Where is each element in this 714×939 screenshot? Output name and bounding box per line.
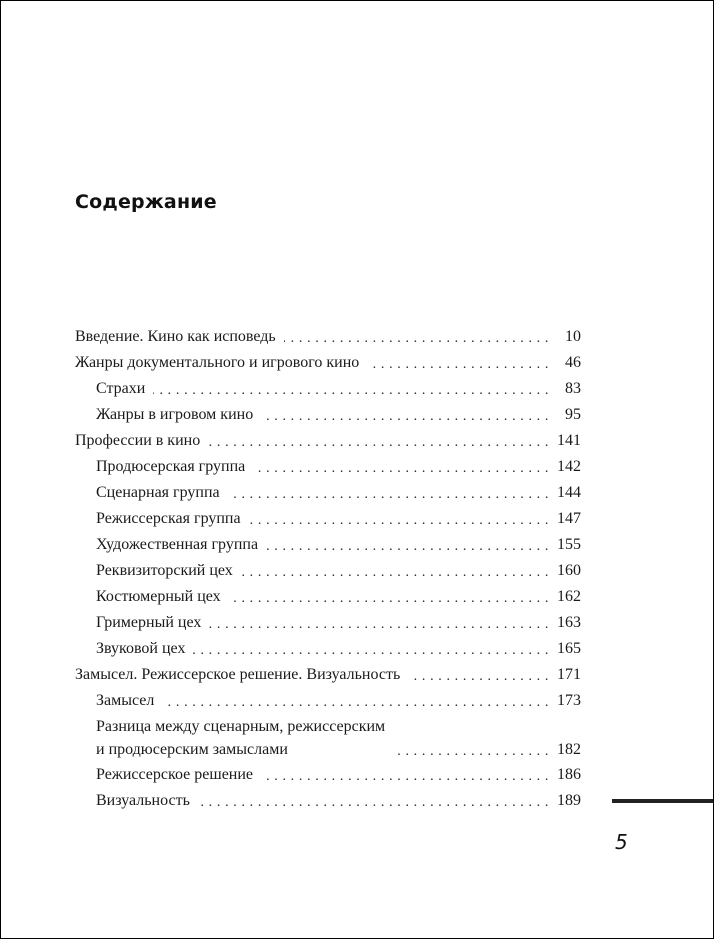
toc-entry-title: Визуальность <box>96 792 190 809</box>
toc-entry-page: 155 <box>557 536 581 553</box>
toc-entry-page: 165 <box>557 640 581 657</box>
toc-entry[interactable] <box>75 762 581 788</box>
toc-entry-title: Звуковой цех <box>96 640 186 657</box>
dot-leader <box>208 434 549 454</box>
toc-entry-title: Продюсерская группа <box>96 458 246 475</box>
toc-entry-title-block <box>96 715 385 761</box>
dot-leader <box>229 590 549 610</box>
toc-entry-title: Жанры в игровом кино <box>96 406 254 423</box>
toc-entry-title: Жанры документального и игрового кино <box>75 354 360 371</box>
toc-entry[interactable] <box>75 662 581 688</box>
toc-entry-title: Гримерный цех <box>96 614 202 631</box>
dot-leader <box>393 741 549 761</box>
toc-entry[interactable] <box>75 558 581 584</box>
toc-entry-page: 95 <box>565 406 581 423</box>
toc-entry[interactable] <box>75 324 581 350</box>
margin-rule <box>612 799 713 803</box>
toc-entry[interactable] <box>75 788 581 814</box>
toc-entry-page: 142 <box>557 458 581 475</box>
dot-leader <box>284 330 549 350</box>
toc-entry[interactable] <box>75 376 581 402</box>
dot-leader <box>408 668 549 688</box>
toc-entry-title: Режиссерское решение <box>96 766 254 783</box>
toc-entry[interactable] <box>75 506 581 532</box>
toc-entry-page: 163 <box>557 614 581 631</box>
dot-leader <box>162 694 549 714</box>
toc-entry-page: 162 <box>557 588 581 605</box>
dot-leader <box>266 538 549 558</box>
toc-entry[interactable] <box>75 714 581 762</box>
dot-leader <box>261 768 549 788</box>
toc-entry-title: Замысел <box>96 692 155 709</box>
dot-leader <box>241 564 549 584</box>
dot-leader <box>261 408 549 428</box>
toc-entry[interactable] <box>75 480 581 506</box>
toc-entry-page: 173 <box>557 692 581 709</box>
toc-entry-page: 141 <box>557 432 581 449</box>
toc-entry-title: Сценарная группа <box>96 484 220 501</box>
toc-entry[interactable] <box>75 584 581 610</box>
toc-entry-title: Страхи <box>96 380 146 397</box>
dot-leader <box>193 642 549 662</box>
toc-entry[interactable] <box>75 402 581 428</box>
dot-leader <box>153 382 549 402</box>
toc-entry-title-line2: и продюсерским замыслами <box>96 741 288 758</box>
toc-entry-page: 10 <box>565 328 581 345</box>
toc-entry[interactable] <box>75 428 581 454</box>
toc-entry[interactable] <box>75 454 581 480</box>
toc-entry-title: Костюмерный цех <box>96 588 221 605</box>
toc-entry-title: Режиссерская группа <box>96 510 241 527</box>
toc-entry-page: 186 <box>557 766 581 783</box>
toc-entry-page: 46 <box>565 354 581 371</box>
toc-entry[interactable] <box>75 350 581 376</box>
dot-leader <box>209 616 549 636</box>
toc-entry[interactable] <box>75 636 581 662</box>
dot-leader <box>253 460 549 480</box>
toc-entry-page: 147 <box>557 510 581 527</box>
dot-leader <box>367 356 549 376</box>
toc-entry-page: 160 <box>557 562 581 579</box>
toc-entry[interactable] <box>75 688 581 714</box>
page-title: Содержание <box>75 191 217 213</box>
toc-entry-title: Реквизиторский цех <box>96 562 233 579</box>
toc-entry-page: 182 <box>557 741 581 758</box>
toc-entry-page: 171 <box>557 666 581 683</box>
table-of-contents <box>75 324 581 814</box>
page-number: 5 <box>615 830 628 854</box>
dot-leader <box>249 512 549 532</box>
toc-entry-title: Замысел. Режиссерское решение. Визуальность <box>75 666 401 683</box>
dot-leader <box>198 794 549 814</box>
toc-entry-title: Профессии в кино <box>75 432 201 449</box>
toc-entry-title: Разница между сценарным, режиссерским <box>96 718 386 735</box>
toc-entry[interactable] <box>75 532 581 558</box>
dot-leader <box>228 486 549 506</box>
toc-entry-page: 83 <box>565 380 581 397</box>
toc-entry-title: Художественная группа <box>96 536 259 553</box>
toc-entry-page: 189 <box>557 792 581 809</box>
toc-entry[interactable] <box>75 610 581 636</box>
toc-entry-page: 144 <box>557 484 581 501</box>
toc-entry-title: Введение. Кино как исповедь <box>75 328 276 345</box>
